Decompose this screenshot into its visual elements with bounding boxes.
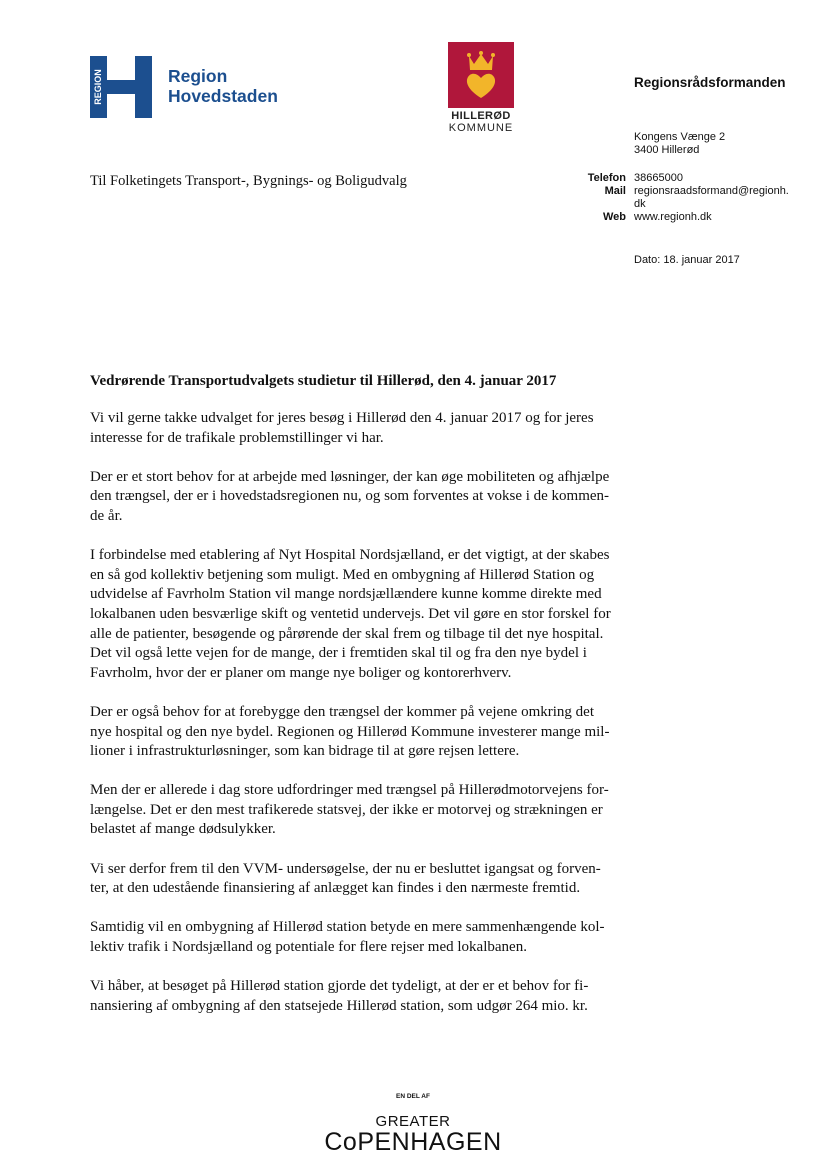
text-line: en så god kollektiv betjening som muligt. Med en ombygning af Hillerød Station og bbox=[90, 566, 595, 583]
text-line: Men der er allerede i dag store udfordringer med trængsel på Hillerødmotorvejens for- bbox=[90, 782, 609, 799]
recipient: Til Folketingets Transport-, Bygnings- og Boligudvalg bbox=[90, 173, 407, 189]
text-line: lokalbanen uden besværlige skift og ventetid undervejs. Det vil gøre en stor forskel for bbox=[90, 605, 611, 622]
paragraph bbox=[90, 860, 630, 899]
text-line: Vi håber, at besøget på Hillerød station gjorde det tydeligt, at der er et behov for fi- bbox=[90, 978, 589, 995]
paragraph bbox=[90, 468, 630, 527]
region-logo-line2: Hovedstaden bbox=[168, 86, 278, 106]
text-line: alle de patienter, besøgende og pårørende der skal frem og tilbage til det nye hospital. bbox=[90, 625, 604, 642]
contact-label: Telefon bbox=[587, 172, 626, 184]
contact-value bbox=[634, 185, 794, 211]
region-logo-text bbox=[168, 66, 278, 106]
text-line: lektiv trafik i Nordsjælland og potentiale for flere rejser med lokalbanen. bbox=[90, 939, 527, 956]
letter-date: Dato: 18. januar 2017 bbox=[634, 254, 740, 266]
hillerod-sub: KOMMUNE bbox=[448, 122, 514, 134]
paragraph bbox=[90, 409, 630, 448]
footer-logo-line1: GREATER bbox=[375, 1113, 451, 1130]
footer-logo-line2: CoPENHAGEN bbox=[324, 1128, 502, 1156]
paragraph bbox=[90, 781, 630, 840]
text-line: Der er et stort behov for at arbejde med løsninger, der kan øge mobiliteten og afhjælpe bbox=[90, 468, 610, 485]
region-mark-text: REGION bbox=[93, 69, 103, 105]
text-line: udvidelse af Favrholm Station vil mange nordsjællændere kunne komme direkte med bbox=[90, 586, 602, 603]
text-line: nye hospital og den nye bydel. Regionen og Hillerød Kommune investerer mange mil- bbox=[90, 723, 610, 740]
footer-tagline: EN DEL AF bbox=[396, 1093, 430, 1100]
contact-value: 38665000 bbox=[634, 172, 683, 184]
paragraph bbox=[90, 703, 630, 762]
paragraph bbox=[90, 546, 630, 683]
text-line: I forbindelse med etablering af Nyt Hospital Nordsjælland, er det vigtigt, at der skabes bbox=[90, 547, 610, 564]
address-line: 3400 Hillerød bbox=[634, 144, 700, 156]
text-line: de år. bbox=[90, 507, 123, 524]
text-line: belastet af mange dødsulykker. bbox=[90, 821, 276, 838]
hillerod-name: HILLERØD bbox=[451, 110, 511, 122]
contact-row-web bbox=[560, 211, 800, 224]
text-line: længelse. Det er den mest trafikerede statsvej, der ikke er motorvej og strækningen er bbox=[90, 801, 603, 818]
region-hovedstaden-logo bbox=[90, 56, 290, 118]
paragraph bbox=[90, 918, 630, 957]
text-line: interesse for de trafikale problemstillinger vi har. bbox=[90, 429, 384, 446]
text-line: Favrholm, hvor der er planer om mange nye boliger og kontorerhverv. bbox=[90, 664, 512, 681]
email-part1: regionsraadsformand@regionh. bbox=[634, 185, 789, 197]
region-logo-mark bbox=[90, 56, 152, 118]
text-line: lioner i infrastrukturløsninger, som kan bidrage til at gøre rejsen lettere. bbox=[90, 743, 520, 760]
sender-address bbox=[634, 131, 725, 157]
contact-block bbox=[560, 172, 800, 224]
contact-label: Web bbox=[602, 211, 626, 223]
text-line: nansiering af ombygning af den statsejede Hillerød station, som udgør 264 mio. kr. bbox=[90, 997, 588, 1014]
letter-subject: Vedrørende Transportudvalgets studietur til Hillerød, den 4. januar 2017 bbox=[90, 373, 557, 389]
contact-value: www.regionh.dk bbox=[634, 211, 712, 223]
hillerod-shield bbox=[448, 42, 514, 108]
contact-row-phone bbox=[560, 172, 800, 185]
address-line: Kongens Vænge 2 bbox=[634, 131, 726, 143]
crown-heart-icon bbox=[448, 42, 514, 108]
contact-label: Mail bbox=[604, 185, 626, 197]
text-line: Det vil også lette vejen for de mange, der i fremtiden skal til og fra den nye bydel i bbox=[90, 645, 587, 662]
sender-title: Regionsrådsformanden bbox=[634, 75, 786, 90]
text-line: Der er også behov for at forebygge den trængsel der kommer på vejene omkring det bbox=[90, 703, 594, 720]
hillerod-kommune-logo bbox=[446, 42, 516, 136]
text-line: ter, at den udestående finansiering af anlægget kan findes i den nærmeste fremtid. bbox=[90, 880, 581, 897]
text-line: Vi ser derfor frem til den VVM- undersøgelse, der nu er besluttet igangsat og forven- bbox=[90, 860, 601, 877]
text-line: den trængsel, der er i hovedstadsregionen nu, og som forventes at vokse i de kommen- bbox=[90, 488, 610, 505]
region-logo-line1: Region bbox=[168, 66, 228, 86]
contact-row-mail bbox=[560, 185, 800, 211]
text-line: Vi vil gerne takke udvalget for jeres besøg i Hillerød den 4. januar 2017 og for jeres bbox=[90, 410, 594, 426]
paragraph bbox=[90, 977, 630, 1016]
email-part2: dk bbox=[634, 198, 646, 210]
letter-body bbox=[90, 409, 630, 1036]
text-line: Samtidig vil en ombygning af Hillerød station betyde en mere sammenhængende kol- bbox=[90, 919, 605, 936]
